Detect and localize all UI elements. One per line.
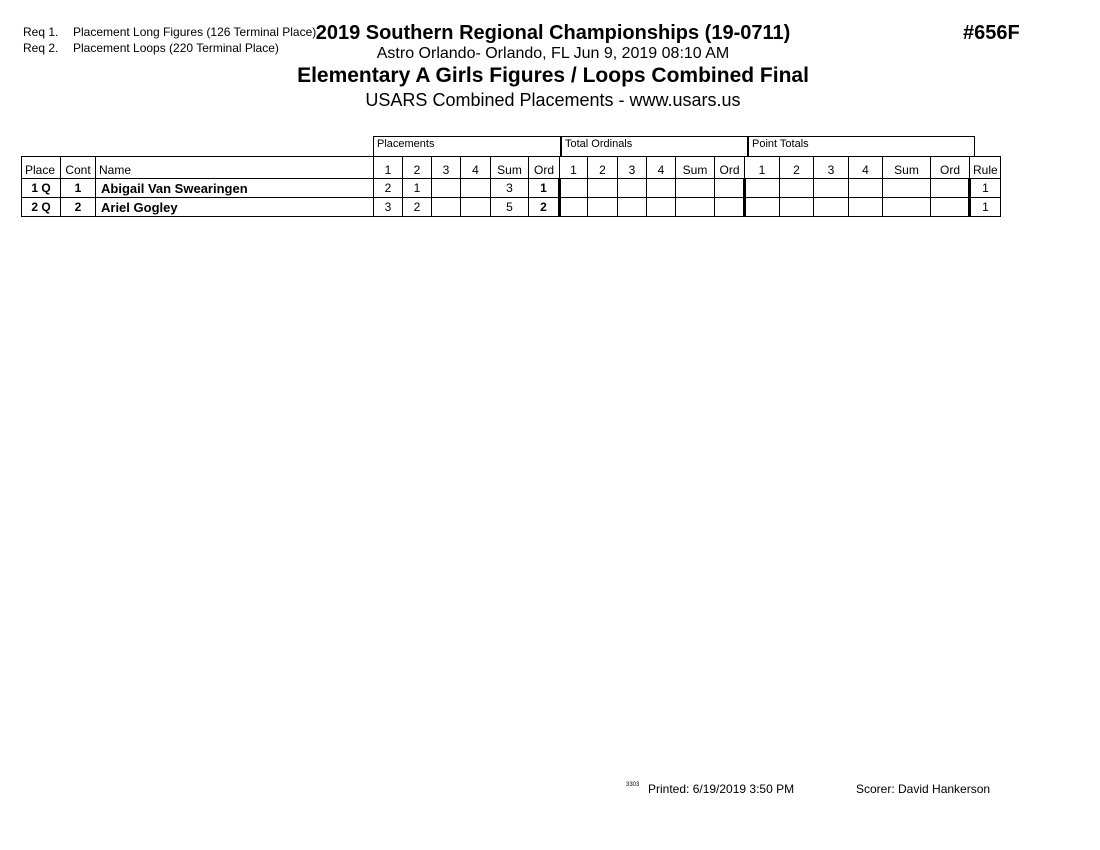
ordinal-2 [588, 198, 618, 217]
cont: 2 [61, 198, 96, 217]
placement-ord: 1 [529, 179, 560, 198]
group-placements: Placements [373, 136, 561, 156]
table-row [22, 198, 1001, 217]
col-points-4: 4 [849, 157, 883, 179]
event-title: 2019 Southern Regional Championships (19-0711) [315, 22, 791, 44]
placement-2: 1 [403, 179, 432, 198]
col-points-2: 2 [780, 157, 814, 179]
points-3 [814, 179, 849, 198]
rule: 1 [970, 179, 1001, 198]
points-2 [780, 179, 814, 198]
col-ordinal-2: 2 [588, 157, 618, 179]
points-sum [883, 198, 931, 217]
placement-3 [432, 179, 461, 198]
group-point-totals: Point Totals [748, 136, 975, 156]
placement-ord: 2 [529, 198, 560, 217]
requirement-label: Req 2. [23, 41, 59, 55]
col-ordinal-3: 3 [618, 157, 647, 179]
ordinal-sum [676, 179, 715, 198]
ordinal-ord [715, 198, 745, 217]
col-placement-4: 4 [461, 157, 491, 179]
points-2 [780, 198, 814, 217]
points-1 [745, 198, 780, 217]
ordinal-4 [647, 179, 676, 198]
subtitle: USARS Combined Placements - www.usars.us [365, 90, 741, 110]
scorer: Scorer: David Hankerson [856, 782, 991, 796]
place: 2 Q [22, 198, 61, 217]
cont: 1 [61, 179, 96, 198]
points-1 [745, 179, 780, 198]
col-placement-2: 2 [403, 157, 432, 179]
placement-2: 2 [403, 198, 432, 217]
placement-sum: 3 [491, 179, 529, 198]
requirement-text: Placement Long Figures (126 Terminal Place) [73, 25, 317, 39]
printed-timestamp: Printed: 6/19/2019 3:50 PM [648, 782, 795, 796]
col-points-sum: Sum [883, 157, 931, 179]
col-place: Place [22, 157, 61, 179]
placement-4 [461, 198, 491, 217]
ordinal-1 [560, 198, 588, 217]
print-mark: 3303 [626, 782, 640, 788]
col-ordinal-sum: Sum [676, 157, 715, 179]
skater-name: Ariel Gogley [96, 198, 374, 217]
group-total-ordinals: Total Ordinals [561, 136, 748, 156]
points-4 [849, 198, 883, 217]
col-points-3: 3 [814, 157, 849, 179]
placement-3 [432, 198, 461, 217]
results-table [21, 156, 1001, 217]
ordinal-4 [647, 198, 676, 217]
venue-date: Astro Orlando- Orlando, FL Jun 9, 2019 08:10 AM [376, 45, 730, 62]
col-placement-sum: Sum [491, 157, 529, 179]
ordinal-sum [676, 198, 715, 217]
col-ordinal-1: 1 [560, 157, 588, 179]
competition-title: Elementary A Girls Figures / Loops Combined Final [297, 64, 809, 87]
col-name: Name [96, 157, 374, 179]
placement-1: 2 [374, 179, 403, 198]
col-points-ord: Ord [931, 157, 970, 179]
points-3 [814, 198, 849, 217]
placement-1: 3 [374, 198, 403, 217]
place: 1 Q [22, 179, 61, 198]
col-placement-3: 3 [432, 157, 461, 179]
rule: 1 [970, 198, 1001, 217]
placement-sum: 5 [491, 198, 529, 217]
ordinal-ord [715, 179, 745, 198]
points-ord [931, 179, 970, 198]
ordinal-2 [588, 179, 618, 198]
points-ord [931, 198, 970, 217]
requirement-text: Placement Loops (220 Terminal Place) [73, 41, 279, 55]
col-rule: Rule [970, 157, 1001, 179]
points-sum [883, 179, 931, 198]
header-row [22, 157, 1001, 179]
col-points-1: 1 [745, 157, 780, 179]
col-ordinal-4: 4 [647, 157, 676, 179]
placement-4 [461, 179, 491, 198]
skater-name: Abigail Van Swearingen [96, 179, 374, 198]
event-code: #656F [963, 22, 1020, 44]
table-row [22, 179, 1001, 198]
ordinal-3 [618, 179, 647, 198]
col-placement-ord: Ord [529, 157, 560, 179]
col-ordinal-ord: Ord [715, 157, 745, 179]
requirement-label: Req 1. [23, 25, 59, 39]
col-placement-1: 1 [374, 157, 403, 179]
ordinal-3 [618, 198, 647, 217]
ordinal-1 [560, 179, 588, 198]
col-cont: Cont [61, 157, 96, 179]
points-4 [849, 179, 883, 198]
